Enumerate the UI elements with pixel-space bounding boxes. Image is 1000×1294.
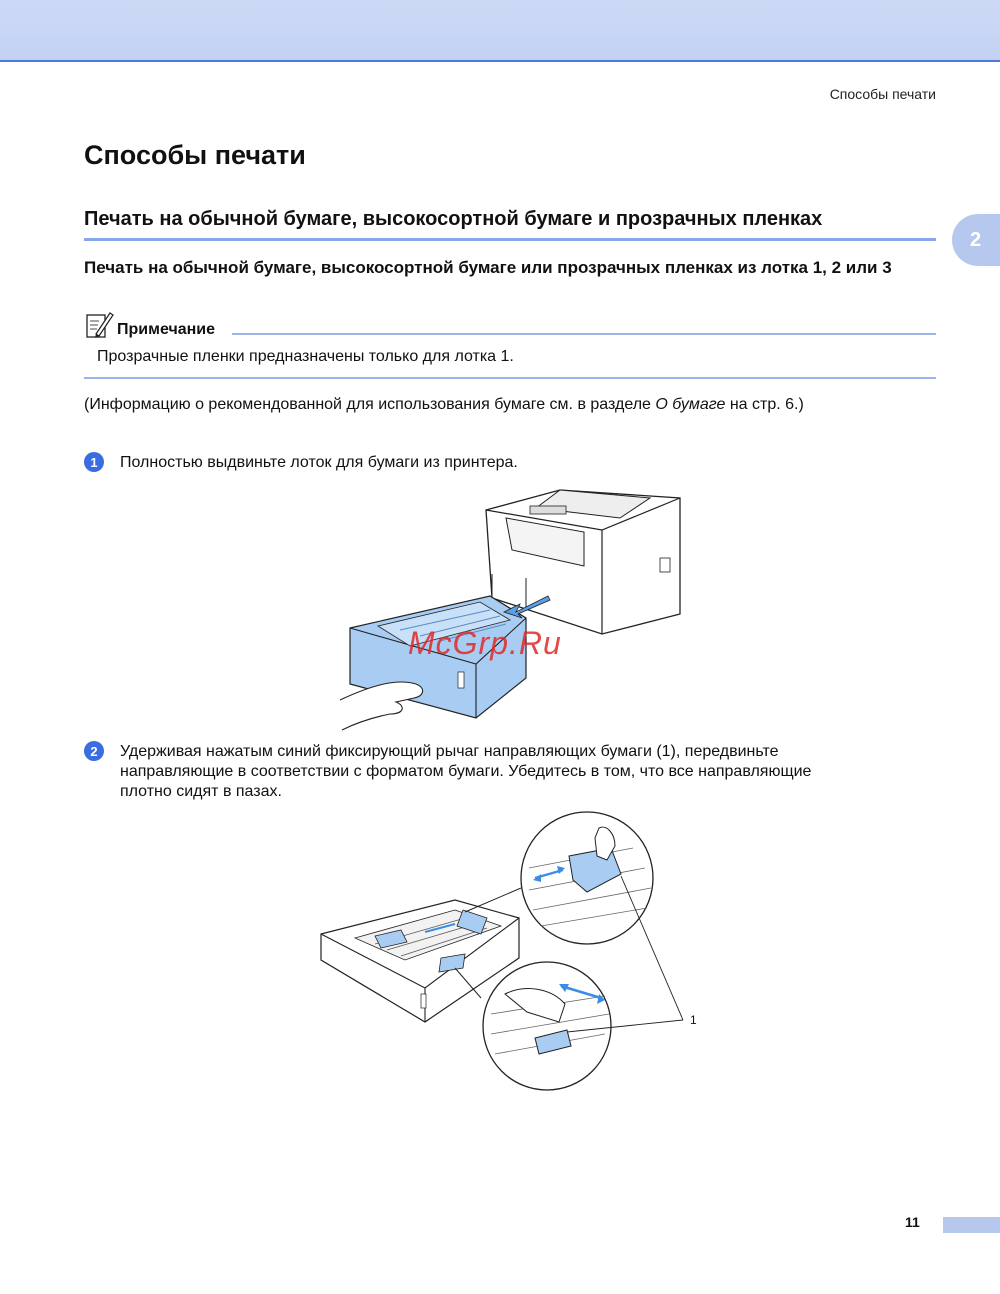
- header-band: [0, 0, 1000, 62]
- step-1-text: [120, 453, 920, 473]
- callout-label-1: 1: [690, 1013, 697, 1027]
- running-header: Способы печати: [829, 86, 936, 102]
- paper-guides-illustration: [315, 808, 715, 1098]
- step-2-badge: [84, 741, 104, 761]
- step-2-line: направляющие в соответствии с форматом бумаги. Убедитесь в том, что все направляющие: [120, 763, 812, 780]
- subsection-heading: Печать на обычной бумаге, высокосортной бумаге или прозрачных пленках из лотка 1, 2 или 3: [84, 258, 892, 277]
- step-1-line: Полностью выдвиньте лоток для бумаги из принтера.: [120, 454, 518, 471]
- printer-tray-illustration: [330, 478, 690, 733]
- note-icon: [84, 310, 114, 340]
- note-divider-top: [232, 333, 936, 335]
- step-2-line: Удерживая нажатым синий фиксирующий рычаг направляющих бумаги (1), передвиньте: [120, 743, 779, 760]
- paper-info-link[interactable]: О бумаге: [655, 396, 726, 413]
- page-number: 11: [905, 1214, 920, 1230]
- note-text: Прозрачные пленки предназначены только для лотка 1.: [97, 348, 514, 365]
- step-2-line: плотно сидят в пазах.: [120, 783, 282, 800]
- step-2-text: [120, 742, 920, 802]
- note-title: Примечание: [117, 321, 216, 338]
- chapter-tab: [952, 214, 1000, 266]
- paper-info-text: [84, 395, 804, 415]
- chapter-number: 2: [970, 228, 982, 251]
- step-2-number: 2: [90, 743, 98, 759]
- page-number-tab: [943, 1217, 1000, 1233]
- step-1-number: 1: [90, 454, 98, 470]
- page-title: Способы печати: [84, 140, 306, 170]
- step-1-badge: [84, 452, 104, 472]
- paper-info-after: на стр. 6.): [725, 396, 804, 413]
- note-divider-bottom: [84, 377, 936, 379]
- watermark: McGrp.Ru: [408, 625, 562, 661]
- paper-info-before: (Информацию о рекомендованной для использования бумаге см. в разделе: [84, 396, 656, 413]
- section-heading: Печать на обычной бумаге, высокосортной бумаге и прозрачных пленках: [84, 208, 936, 241]
